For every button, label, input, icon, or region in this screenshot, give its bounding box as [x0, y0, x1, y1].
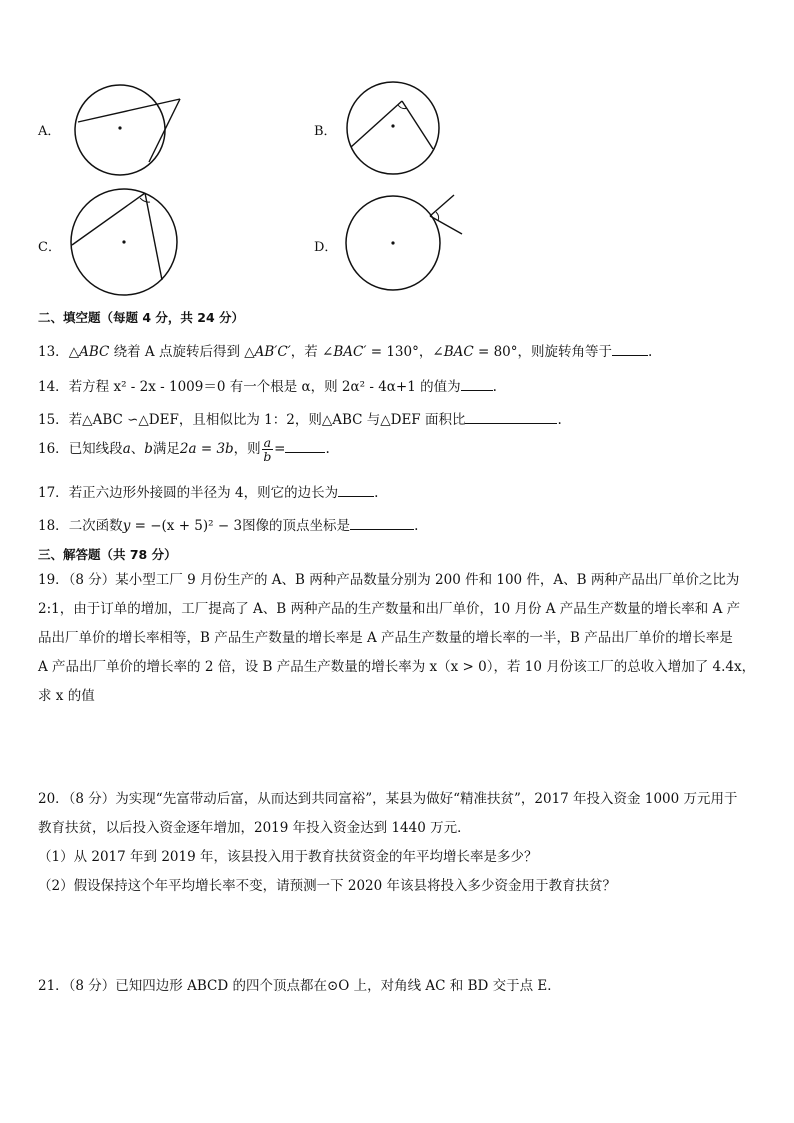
q20-line-2: 教育扶贫，以后投入资金逐年增加，2019 年投入资金达到 1440 万元． [38, 820, 471, 836]
q18-text-2: 图像的顶点坐标是 [242, 518, 351, 534]
q18-end: . [414, 518, 419, 534]
q16-text-2: 、 [130, 441, 145, 457]
q13-abc-prime: AB′C′ [254, 344, 291, 360]
q13-end: . [648, 344, 653, 360]
question-19 [38, 566, 762, 711]
option-c-label: C． [38, 240, 61, 255]
q18-y: y [122, 518, 131, 534]
option-d-figure [344, 192, 474, 302]
question-21 [38, 972, 762, 1001]
question-13 [38, 340, 652, 360]
question-14 [38, 375, 497, 395]
q20-line-4: （2）假设保持这个年平均增长率不变，请预测一下 2020 年该县将投入多少资金用于教育扶贫？ [38, 878, 617, 894]
q18-number: 18． [38, 518, 69, 534]
q19-line-2: 2:1，由于订单的增加，工厂提高了 A、B 两种产品的生产数量和出厂单价，10 月份 A 产品生产数量的增长率和 A 产 [38, 601, 741, 617]
q16-end: . [325, 441, 330, 457]
option-b-figure [343, 80, 453, 180]
q13-text-2: 绕着 A 点旋转后得到 △ [109, 344, 255, 360]
question-18 [38, 514, 418, 534]
option-c-figure [67, 188, 187, 298]
q19-line-4: A 产品出厂单价的增长率的 2 倍，设 B 产品生产数量的增长率为 x（x > 0），若 10 月份该工厂的总收入增加了 4.4x， [38, 659, 756, 675]
q17-answer-blank[interactable] [338, 482, 374, 497]
q16-text-5: = [274, 441, 286, 457]
q16-fraction-denominator: b [263, 449, 272, 464]
q17-end: . [374, 485, 379, 501]
q16-text-3: 满足 [152, 441, 180, 457]
q13-text-3: ，若 ∠ [290, 344, 334, 360]
q13-text-1: △ [68, 344, 80, 360]
q14-text: 若方程 x² - 2x - 1009＝0 有一个根是 α，则 2α² - 4α+1 的值为 [68, 379, 461, 395]
q16-number: 16． [38, 441, 69, 457]
q13-abc: ABC [79, 344, 110, 360]
q18-answer-blank[interactable] [350, 515, 414, 530]
q15-text: 若△ABC ∽△DEF，且相似比为 1：2，则△ABC 与△DEF 面积比 [68, 412, 466, 428]
q15-end: . [557, 412, 562, 428]
q19-line-3: 品出厂单价的增长率相等，B 产品生产数量的增长率是 A 产品生产数量的增长率的一半，B 产品出厂单价的增长率是 [38, 630, 733, 646]
option-a-figure [70, 82, 190, 182]
q15-answer-blank[interactable] [465, 409, 557, 424]
section-3-title: 三、解答题（共 78 分） [38, 547, 177, 562]
q16-text-4: ，则 [233, 441, 261, 457]
q18-text-1: 二次函数 [68, 518, 123, 534]
q16-equation: 2a = 3b [179, 441, 234, 457]
q14-number: 14． [38, 379, 69, 395]
q16-b: b [144, 441, 153, 457]
option-a-label: A． [38, 124, 61, 139]
option-b-label: B． [314, 124, 337, 139]
q14-answer-blank[interactable] [461, 376, 493, 391]
q21-line-1: 21．（8 分）已知四边形 ABCD 的四个顶点都在⊙O 上，对角线 AC 和 BD 交于点 E． [38, 978, 561, 994]
q13-eq-2: = 80° [473, 344, 518, 360]
q20-line-1: 20．（8 分）为实现“先富带动后富，从而达到共同富裕”，某县为做好“精准扶贫”，2017 年投入资金 1000 万元用于 [38, 791, 738, 807]
q20-line-3: （1）从 2017 年到 2019 年，该县投入用于教育扶贫资金的年平均增长率是多少？ [38, 849, 538, 865]
q19-line-1: 19．（8 分）某小型工厂 9 月份生产的 A、B 两种产品数量分别为 200 件和 100 件，A、B 两种产品出厂单价之比为 [38, 572, 740, 588]
q15-number: 15． [38, 412, 69, 428]
q16-fraction-numerator: a [263, 435, 272, 450]
option-d-label: D． [314, 240, 338, 255]
q16-answer-blank[interactable] [285, 438, 325, 453]
question-15 [38, 408, 562, 428]
q17-number: 17． [38, 485, 69, 501]
q19-line-5: 求 x 的值 [38, 688, 95, 704]
q13-bac-prime: BAC′ [333, 344, 367, 360]
q13-bac: BAC [443, 344, 474, 360]
q16-a: a [122, 441, 131, 457]
section-2-title: 二、填空题（每题 4 分，共 24 分） [38, 310, 245, 325]
question-17 [38, 481, 378, 501]
q13-eq-1: = 130° [366, 344, 419, 360]
q13-answer-blank[interactable] [612, 341, 648, 356]
q16-text-1: 已知线段 [68, 441, 123, 457]
q13-text-4: ，∠ [418, 344, 444, 360]
q14-end: . [492, 379, 497, 395]
q16-fraction [262, 436, 273, 463]
question-16 [38, 436, 330, 463]
q13-number: 13． [38, 344, 69, 360]
q18-equation: = −(x + 5)² − 3 [130, 518, 243, 534]
q13-text-5: ，则旋转角等于 [517, 344, 613, 360]
question-20 [38, 785, 762, 901]
q17-text: 若正六边形外接圆的半径为 4，则它的边长为 [68, 485, 339, 501]
